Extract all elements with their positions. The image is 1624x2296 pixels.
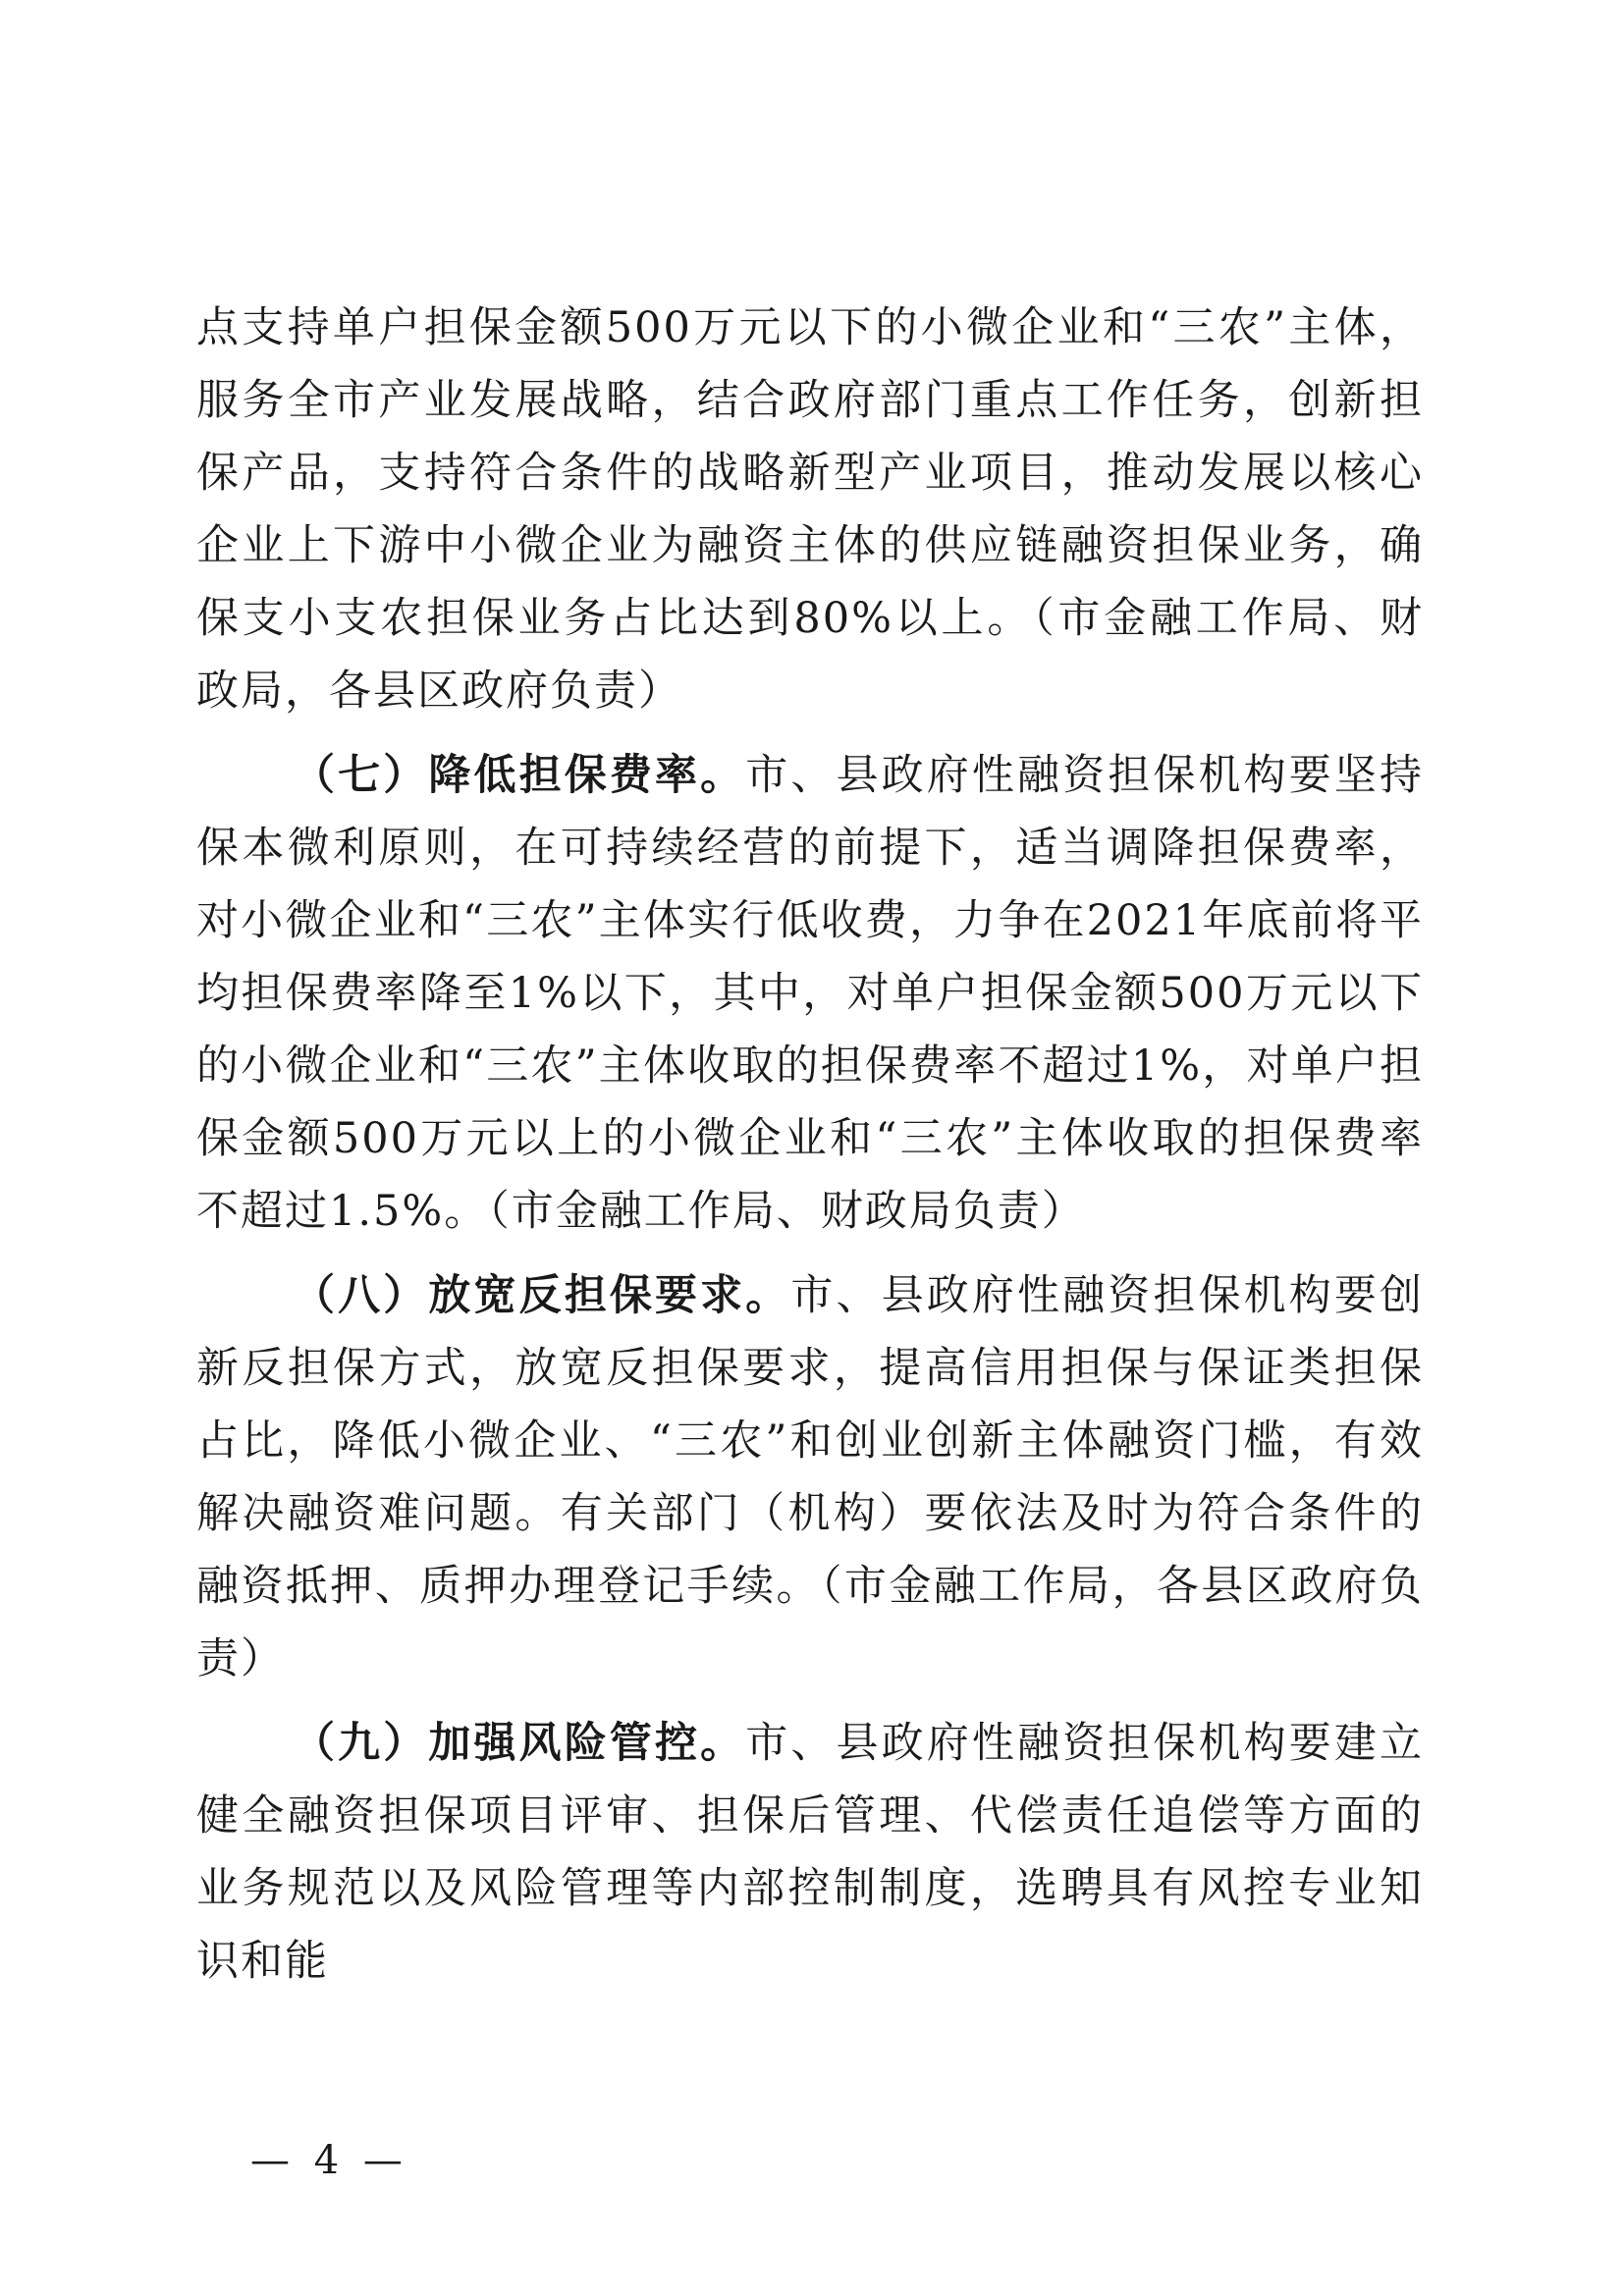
paragraph-continuation xyxy=(196,292,1424,727)
section-heading: （八）放宽反担保要求。 xyxy=(293,1271,791,1320)
paragraph-text: 市、县政府性融资担保机构要建立健全融资担保项目评审、担保后管理、代偿责任追偿等方面的业务规范以及风险管理等内部控制制度，选聘具有风控专业知识和能 xyxy=(196,1719,1424,1986)
paragraph-section-8 xyxy=(196,1259,1424,1695)
paragraph-text: 点支持单户担保金额500万元以下的小微企业和“三农”主体，服务全市产业发展战略，结合政府部门重点工作任务，创新担保产品，支持符合条件的战略新型产业项目，推动发展以核心企业上下游中小微企业为融资主体的供应链融资担保业务，确保支小支农担保业务占比达到80%以上。（市金融工作局、财政局，各县区政府负责） xyxy=(196,303,1424,716)
document-body xyxy=(196,292,1424,1998)
page-number: — 4 — xyxy=(250,2138,408,2183)
paragraph-text: 市、县政府性融资担保机构要坚持保本微利原则，在可持续经营的前提下，适当调降担保费率，对小微企业和“三农”主体实行低收费，力争在2021年底前将平均担保费率降至1%以下，其中，对单户担保金额500万元以下的小微企业和“三农”主体收取的担保费率不超过1%，对单户担保金额500万元以上的小微企业和“三农”主体收取的担保费率不超过1.5%。（市金融工作局、财政局负责） xyxy=(196,751,1424,1236)
section-heading: （九）加强风险管控。 xyxy=(293,1719,746,1768)
paragraph-section-7 xyxy=(196,739,1424,1248)
paragraph-text: 市、县政府性融资担保机构要创新反担保方式，放宽反担保要求，提高信用担保与保证类担保占比，降低小微企业、“三农”和创业创新主体融资门槛，有效解决融资难问题。有关部门（机构）要依法及时为符合条件的融资抵押、质押办理登记手续。（市金融工作局，各县区政府负责） xyxy=(196,1271,1424,1683)
section-heading: （七）降低担保费率。 xyxy=(293,751,746,800)
paragraph-section-9 xyxy=(196,1707,1424,1998)
